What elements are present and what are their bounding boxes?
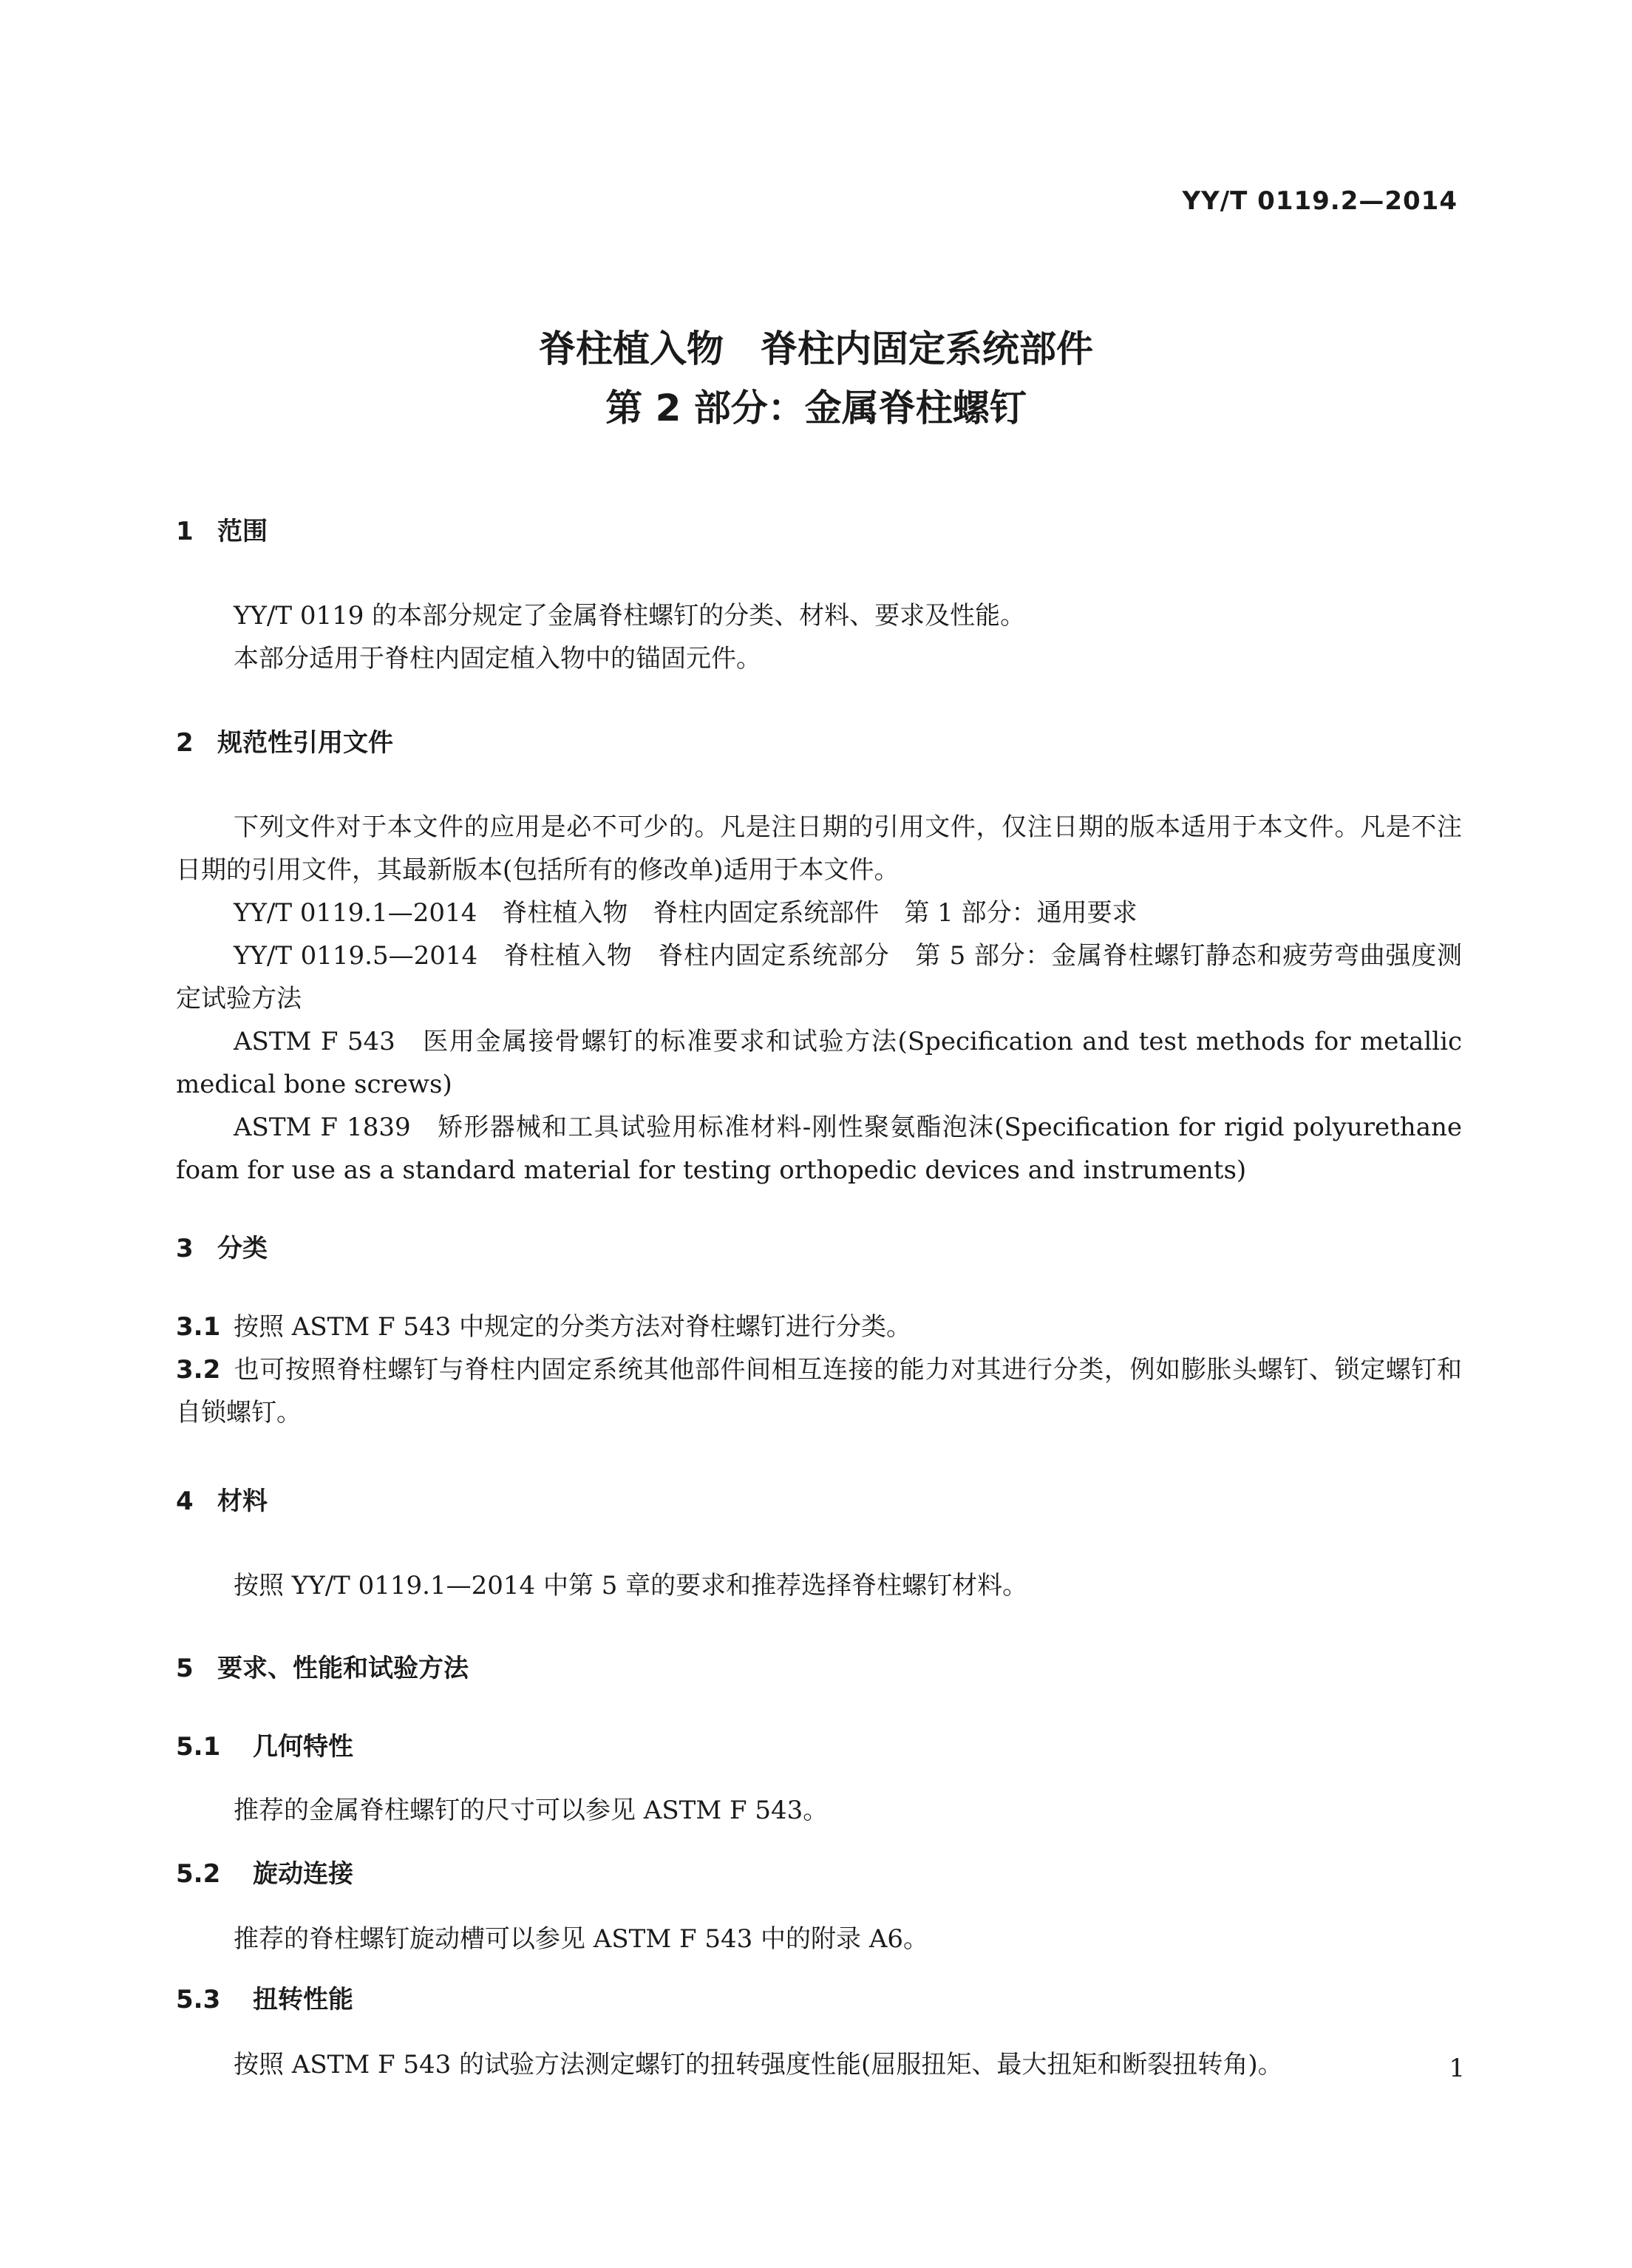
section-1-body	[176, 594, 1462, 680]
section-title: 材料	[217, 1487, 268, 1516]
standard-code: YY/T 0119.2—2014	[1182, 186, 1458, 216]
section-title: 分类	[217, 1234, 268, 1263]
subsection-number: 5.2	[176, 1859, 221, 1889]
clause-text: 也可按照脊柱螺钉与脊柱内固定系统其他部件间相互连接的能力对其进行分类，例如膨胀头螺钉、锁定螺钉和自锁螺钉。	[176, 1355, 1462, 1427]
clause	[176, 1348, 1462, 1434]
subsection-title: 扭转性能	[253, 1985, 353, 2014]
paragraph: 推荐的脊柱螺钉旋动槽可以参见 ASTM F 543 中的附录 A6。	[234, 1924, 929, 1954]
paragraph: 按照 YY/T 0119.1—2014 中第 5 章的要求和推荐选择脊柱螺钉材料。	[234, 1571, 1028, 1600]
clause-text: 按照 ASTM F 543 中规定的分类方法对脊柱螺钉进行分类。	[234, 1312, 912, 1342]
subsection-title: 旋动连接	[253, 1859, 353, 1889]
paragraph: 推荐的金属脊柱螺钉的尺寸可以参见 ASTM F 543。	[234, 1796, 829, 1825]
clause-number: 3.1	[176, 1312, 221, 1342]
section-1-heading	[176, 513, 268, 550]
reference-item: YY/T 0119.1—2014 脊柱植入物 脊柱内固定系统部件 第 1 部分：通用要求	[234, 898, 1138, 928]
clause-number: 3.2	[176, 1355, 221, 1385]
reference-item: YY/T 0119.5—2014 脊柱植入物 脊柱内固定系统部分 第 5 部分：金属脊柱螺钉静态和疲劳弯曲强度测定试验方法	[176, 941, 1462, 1014]
paragraph: 下列文件对于本文件的应用是必不可少的。凡是注日期的引用文件，仅注日期的版本适用于本文件。凡是不注日期的引用文件，其最新版本(包括所有的修改单)适用于本文件。	[176, 812, 1462, 885]
page-number: 1	[1449, 2054, 1465, 2083]
subsection-number: 5.3	[176, 1985, 221, 2014]
reference-item: ASTM F 1839 矫形器械和工具试验用标准材料-刚性聚氨酯泡沫(Specification for rigid polyurethane foam for use as a standard material for testing orthopedic devices and instruments)	[176, 1113, 1462, 1185]
subsection-5-1-heading	[176, 1728, 353, 1765]
section-number: 5	[176, 1654, 194, 1683]
section-2-body	[176, 806, 1462, 1192]
paragraph: YY/T 0119 的本部分规定了金属脊柱螺钉的分类、材料、要求及性能。	[234, 601, 1026, 631]
subsection-number: 5.1	[176, 1732, 221, 1762]
paragraph: 按照 ASTM F 543 的试验方法测定螺钉的扭转强度性能(屈服扭矩、最大扭矩和断裂扭转角)。	[234, 2050, 1283, 2079]
section-2-heading	[176, 724, 393, 761]
section-4-heading	[176, 1483, 268, 1520]
section-title: 规范性引用文件	[217, 728, 393, 758]
subsection-5-3-heading	[176, 1981, 353, 2018]
section-number: 3	[176, 1234, 194, 1263]
subsection-5-2-body	[176, 1918, 1462, 1960]
document-title-line1: 脊柱植入物 脊柱内固定系统部件	[539, 327, 1093, 370]
subsection-5-2-heading	[176, 1856, 353, 1892]
subsection-5-1-body	[176, 1789, 1462, 1832]
section-number: 1	[176, 517, 194, 546]
document-title-line2: 第 2 部分：金属脊柱螺钉	[605, 387, 1027, 430]
section-3-body	[176, 1306, 1462, 1434]
section-5-heading	[176, 1650, 469, 1687]
section-3-heading	[176, 1230, 268, 1267]
subsection-title: 几何特性	[253, 1732, 353, 1762]
subsection-5-3-body	[176, 2043, 1418, 2086]
section-title: 范围	[217, 517, 268, 546]
section-4-body	[176, 1564, 1462, 1607]
clause	[176, 1306, 1462, 1348]
section-title: 要求、性能和试验方法	[217, 1654, 469, 1683]
paragraph: 本部分适用于脊柱内固定植入物中的锚固元件。	[234, 644, 761, 673]
reference-item: ASTM F 543 医用金属接骨螺钉的标准要求和试验方法(Specification and test methods for metallic medical bone screws)	[176, 1027, 1462, 1099]
section-number: 4	[176, 1487, 194, 1516]
section-number: 2	[176, 728, 194, 758]
